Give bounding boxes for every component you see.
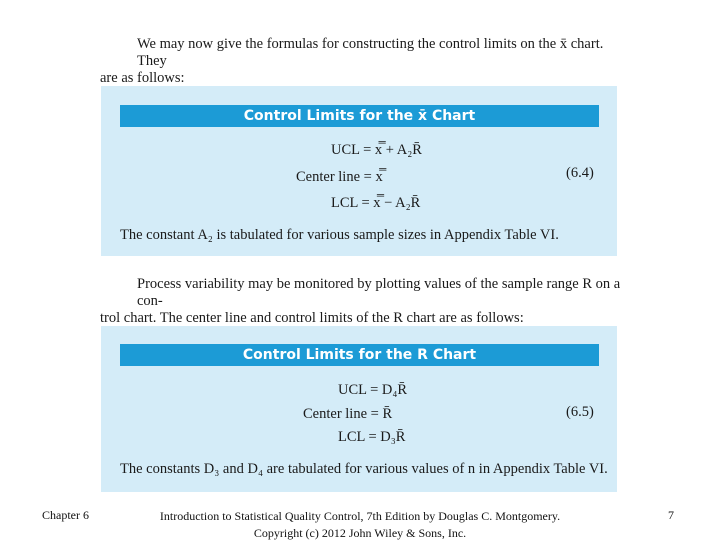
citation <box>140 508 580 542</box>
page-number: 7 <box>668 508 674 522</box>
chapter-label: Chapter 6 <box>42 508 89 522</box>
citation-line-1: Introduction to Statistical Quality Control, 7th Edition by Douglas C. Montgomery. <box>159 509 561 523</box>
equation-number-6-5: (6.5) <box>566 404 594 420</box>
r-center-line-formula: Center line = R̄ <box>303 406 393 422</box>
equation-number-6-4: (6.4) <box>566 165 594 181</box>
xbar-center-line-formula: Center line = x̿ <box>296 169 383 185</box>
intro-line-2: are as follows: <box>100 70 185 86</box>
r-box-note: The constants D₃ and D₄ are tabulated for various values of n in Appendix Table VI. <box>120 461 608 477</box>
xbar-control-limits-box <box>101 86 617 256</box>
variability-paragraph <box>100 276 627 327</box>
xbar-box-title: Control Limits for the x̄ Chart <box>120 105 599 127</box>
variability-line-1: Process variability may be monitored by plotting values of the sample range R on a con- <box>137 276 621 309</box>
r-box-title: Control Limits for the R Chart <box>120 344 599 366</box>
intro-paragraph <box>100 36 627 87</box>
variability-line-2: trol chart. The center line and control limits of the R chart are as follows: <box>100 310 524 326</box>
r-lcl-formula: LCL = D₃R̄ <box>338 429 406 445</box>
xbar-ucl-formula: UCL = x̿ + A₂R̄ <box>331 142 422 158</box>
xbar-box-note: The constant A₂ is tabulated for various sample sizes in Appendix Table VI. <box>120 227 559 243</box>
r-ucl-formula: UCL = D₄R̄ <box>338 382 408 398</box>
intro-line-1: We may now give the formulas for constructing the control limits on the x̄ chart. They <box>137 36 604 69</box>
citation-line-2: Copyright (c) 2012 John Wiley & Sons, Inc. <box>253 526 467 540</box>
r-control-limits-box <box>101 326 617 492</box>
xbar-lcl-formula: LCL = x̿ − A₂R̄ <box>331 195 421 211</box>
